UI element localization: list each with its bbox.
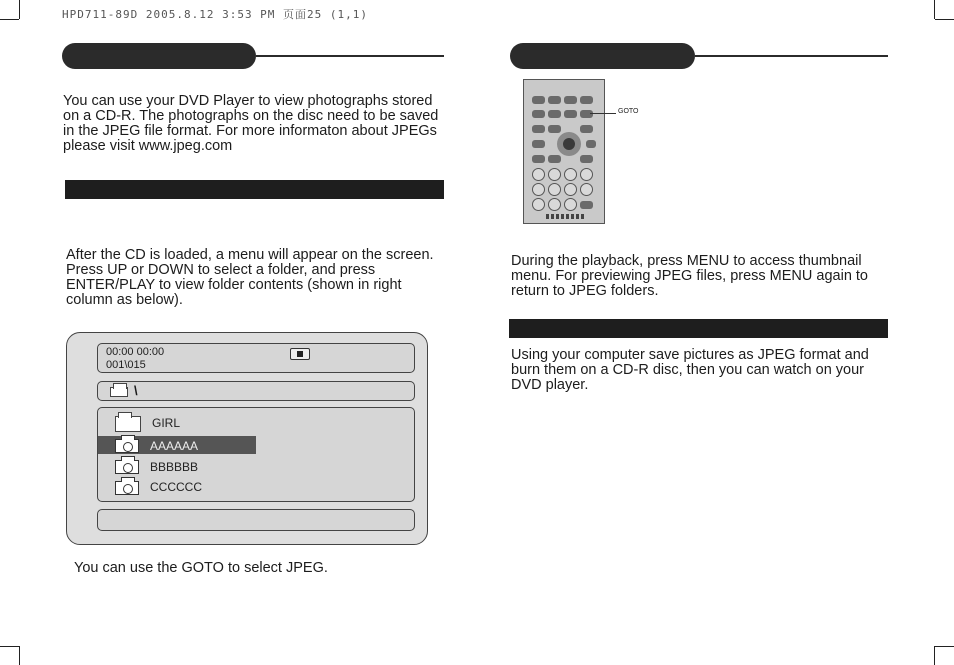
folder-girl-icon[interactable] — [115, 416, 141, 432]
remote-number-button — [548, 183, 561, 196]
remote-brand-logo — [546, 214, 584, 219]
remote-number-button — [532, 183, 545, 196]
remote-number-button — [580, 183, 593, 196]
playback-paragraph: During the playback, press MENU to access thumbnail menu. For previewing JPEG files, press MENU again to return to JPEG folders. — [511, 253, 868, 299]
remote-button — [580, 201, 593, 209]
list-item-cccccc[interactable]: CCCCCC — [150, 480, 202, 494]
list-item-bbbbbb[interactable]: BBBBBB — [150, 460, 199, 474]
file-list-panel — [97, 407, 415, 502]
remote-number-button — [532, 168, 545, 181]
status-panel — [97, 343, 415, 373]
crop-mark-bottom-left-h — [0, 646, 19, 647]
crop-mark-bottom-right-h — [935, 646, 954, 647]
remote-number-button — [564, 183, 577, 196]
instructions-paragraph: After the CD is loaded, a menu will appear on the screen. Press UP or DOWN to select a folder, and press ENTER/PLAY to view folder contents (shown in right column as below). — [66, 247, 434, 308]
crop-mark-top-left-h — [0, 19, 19, 20]
remote-number-button — [564, 168, 577, 181]
crop-mark-top-left-v — [19, 0, 20, 19]
remote-button — [532, 140, 545, 148]
remote-number-button — [580, 168, 593, 181]
remote-number-button — [548, 168, 561, 181]
list-item-aaaaaa[interactable]: AAAAAA — [150, 439, 199, 453]
print-header: HPD711-89D 2005.8.12 3:53 PM 页面25 (1,1) — [62, 8, 369, 21]
remote-number-button — [548, 198, 561, 211]
section-title-rule-right — [695, 55, 888, 57]
section-title-pill-left — [62, 43, 256, 69]
subsection-bar-right — [509, 319, 888, 338]
remote-button — [548, 155, 561, 163]
camera-icon — [115, 460, 139, 474]
path-bar — [97, 381, 415, 401]
goto-callout-line — [590, 113, 616, 114]
remote-button — [548, 96, 561, 104]
jpeg-menu-screen — [66, 332, 428, 545]
remote-button — [564, 96, 577, 104]
remote-number-button — [564, 198, 577, 211]
remote-number-button — [532, 198, 545, 211]
section-title-pill-right — [510, 43, 695, 69]
list-item-girl[interactable]: GIRL — [152, 416, 181, 430]
camera-icon — [115, 439, 139, 453]
goto-callout-label: GOTO — [618, 108, 639, 115]
goto-note: You can use the GOTO to select JPEG. — [74, 560, 328, 576]
remote-button — [586, 140, 596, 148]
remote-button — [532, 96, 545, 104]
path-text: \ — [134, 383, 138, 398]
info-bar — [97, 509, 415, 531]
burn-paragraph: Using your computer save pictures as JPEG format and burn them on a CD-R disc, then you can watch on your DVD player. — [511, 347, 869, 393]
remote-button — [548, 125, 561, 133]
section-title-rule-left — [256, 55, 444, 57]
remote-button — [532, 155, 545, 163]
remote-button — [564, 110, 577, 118]
folder-icon — [110, 387, 128, 397]
remote-button — [548, 110, 561, 118]
remote-button — [580, 96, 593, 104]
subsection-bar-left — [65, 180, 444, 199]
remote-enter-button — [563, 138, 575, 150]
remote-button — [532, 125, 545, 133]
crop-mark-top-right-h — [935, 19, 954, 20]
crop-mark-bottom-right-v — [934, 646, 935, 665]
remote-control-illustration — [523, 79, 605, 224]
remote-button — [580, 155, 593, 163]
remote-goto-button — [580, 110, 593, 118]
crop-mark-top-right-v — [934, 0, 935, 19]
camera-icon — [115, 481, 139, 495]
crop-mark-bottom-left-v — [19, 646, 20, 665]
stop-icon — [290, 348, 310, 360]
remote-button — [532, 110, 545, 118]
intro-paragraph: You can use your DVD Player to view photographs stored on a CD-R. The photographs on the disc need to be saved in the JPEG file format. For more informaton about JPEGs please visit www.jpeg.com — [63, 93, 439, 154]
track-readout: 001\015 — [106, 359, 146, 371]
time-readout: 00:00 00:00 — [106, 346, 165, 358]
remote-button — [580, 125, 593, 133]
